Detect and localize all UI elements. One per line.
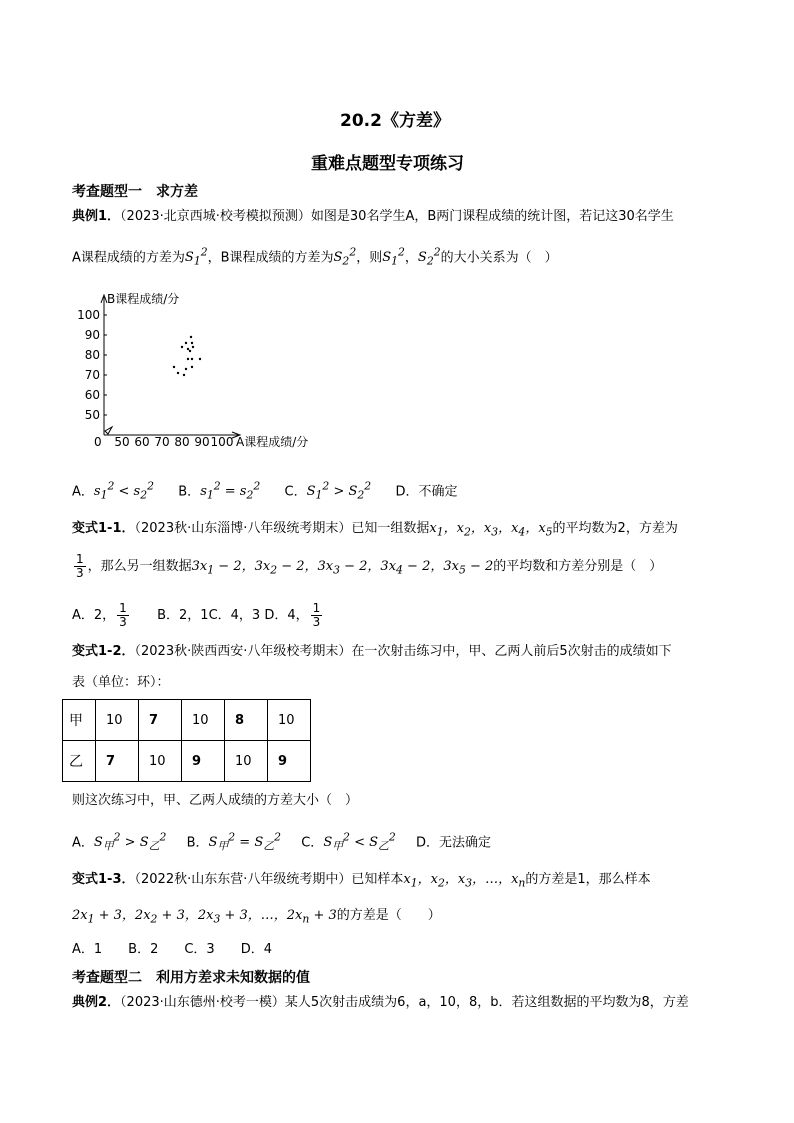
option-d: D．不确定 [395,484,458,500]
table-cell: 9 [268,741,311,782]
example-label: 典例2． [72,995,121,1010]
table-cell-name: 甲 [63,700,96,741]
option-b: B． [186,835,209,851]
option-d: D．4， [264,608,309,623]
y-tick-label: 80 [84,348,100,362]
y-tick-label: 90 [84,328,100,342]
option-a: A．2， [72,608,116,623]
variant-1-2-line-2: 表（单位：环）： [72,675,170,690]
data-point [185,342,187,344]
x-axis-label: A课程成绩/分 [236,435,309,449]
table-cell-name: 乙 [63,741,96,782]
example-source: （2023·北京西城·校考模拟预测） [120,209,311,224]
variant-1-1-options: A．2， $\frac{1}{3}$ B．2，1C．4，3 D．4， $\frac{1}{3}$ [72,601,321,629]
data-point [190,336,192,338]
table-row [63,741,311,782]
example-text: A课程成绩的方差为 [72,250,185,266]
variant-text: 的平均数和方差分别是（ ） [493,559,663,574]
example-label: 典例1． [72,209,121,224]
option-c: C． [301,835,324,851]
y-tick-label: 100 [77,308,100,322]
doc-subtitle: 重难点题型专项练习 [311,154,464,174]
variant-label: 变式1-1． [72,521,135,536]
table-cell: 10 [182,700,225,741]
option-c: C．4，3 [208,608,261,623]
x-tick-label: 70 [154,435,170,449]
section-heading-2: 考查题型二 利用方差求未知数据的值 [72,970,310,986]
data-point [187,348,189,350]
variant-label: 变式1-2． [72,644,135,659]
variant-text: ，那么另一组数据 [87,559,192,574]
data-point [183,374,185,376]
data-point [187,358,189,360]
y-tick-label: 50 [84,408,100,422]
data-point [192,346,194,348]
axis-break-marker [105,427,112,434]
example-text: ，B课程成绩的方差为 [207,250,334,266]
variant-1-2-line-1 [72,643,672,661]
variant-label: 变式1-3． [72,872,135,887]
table-cell: 8 [225,700,268,741]
option-d: D．无法确定 [416,835,492,851]
table-cell: 10 [225,741,268,782]
table-cell: 10 [139,741,182,782]
fraction-one-third: $\frac{1}{3}$ [76,552,84,580]
variant-text: 在一次射击练习中，甲、乙两人前后5次射击的成绩如下 [351,644,672,659]
data-point [191,358,193,360]
y-tick-label: 70 [84,368,100,382]
table-cell: 10 [268,700,311,741]
data-point [173,366,175,368]
table-cell: 9 [182,741,225,782]
example-1-line-2: A课程成绩的方差为$S_1^2$，B课程成绩的方差为$S_2^2$，则$S_1^2$，$S_2^2$的大小关系为（ ） [72,246,558,268]
example-source: （2023·山东德州·校考一模） [120,995,285,1010]
variant-text: 已知样本 [351,872,404,887]
variant-1-2-options: A．$S_甲^2 > S_乙^2$ B．$S_甲^2 = S_乙^2$ C．$S_甲^2 < S_乙^2$ D．无法确定 [72,831,492,853]
variant-1-1-line-1: 变式1-1．（2023秋·山东淄博·八年级统考期末）已知一组数据$x_1$，$x_2$，$x_3$，$x_4$，$x_5$的平均数为2，方差为 [72,521,678,539]
scatter-chart [60,285,360,455]
variant-1-3-options: A．1 B．2 C．3 D．4 [72,942,272,957]
y-axis-label: B课程成绩/分 [107,292,180,306]
example-text: ，则 [356,250,383,266]
variant-source: （2022秋·山东东营·八年级统考期中） [134,872,352,887]
example-1-line-1 [72,208,674,226]
data-point [177,372,179,374]
option-a: A． [72,484,94,500]
table-row [63,700,311,741]
option-b: B． [178,484,201,500]
x-tick-label: 60 [134,435,150,449]
variant-1-1-line-2: $\frac{1}{3}$ ，那么另一组数据$3x_1 - 2$，$3x_2 - 2$，$3x_3 - 2$，$3x_4 - 2$，$3x_5 - 2$的平均数和方差分别是（ ） [76,552,663,580]
section-heading-1: 考查题型一 求方差 [72,184,198,200]
data-point [199,358,201,360]
variant-source: （2023秋·山东淄博·八年级统考期末） [134,521,352,536]
variant-source: （2023秋·陕西西安·八年级校考期末） [134,644,352,659]
example-text: 如图是30名学生A，B两门课程成绩的统计图，若记这30名学生 [310,209,674,224]
variant-text: 的平均数为2，方差为 [552,521,678,536]
option-a: A． [72,835,94,851]
x-tick-label: 90 [194,435,210,449]
option-c: C． [284,484,307,500]
variance-s2: $S_2^2$ [333,246,357,268]
table-cell: 7 [139,700,182,741]
variant-1-3-line-1: 变式1-3．（2022秋·山东东营·八年级统考期中）已知样本$x_1$，$x_2$，$x_3$，…，$x_n$的方差是1，那么样本 [72,872,651,890]
table-cell: 7 [96,741,139,782]
data-point [191,342,193,344]
data-point [181,346,183,348]
example-text: 某人5次射击成绩为6，a，10，8，b．若这组数据的平均数为8，方差 [284,995,689,1010]
table-cell: 10 [96,700,139,741]
origin-label: 0 [94,435,102,449]
doc-title: 20.2《方差》 [340,111,450,131]
x-tick-label: 100 [210,435,234,449]
data-point [189,350,191,352]
variant-text: 已知一组数据 [351,521,430,536]
variant-text: 的方差是1，那么样本 [525,872,651,887]
x-tick-label: 80 [174,435,190,449]
example-text: 的大小关系为（ ） [440,250,558,266]
y-tick-label: 60 [84,388,100,402]
variance-s1: $S_1^2$ [184,246,208,268]
score-table [62,699,311,782]
data-point [185,368,187,370]
variant-1-2-question: 则这次练习中，甲、乙两人成绩的方差大小（ ） [72,793,359,808]
example-text: ， [404,250,418,266]
variant-text: 的方差是（ ） [336,908,441,923]
example-2-line-1 [72,994,689,1012]
option-b: B．2，1 [157,608,209,623]
data-point [191,366,193,368]
variant-1-3-line-2: $2x_1 + 3$，$2x_2 + 3$，$2x_3 + 3$，…，$2x_n + 3$的方差是（ ） [72,908,441,926]
x-tick-label: 50 [114,435,130,449]
example-1-options: A．$s_1^2 < s_2^2$ B．$s_1^2 = s_2^2$ C．$S_1^2 > S_2^2$ D．不确定 [72,480,458,502]
